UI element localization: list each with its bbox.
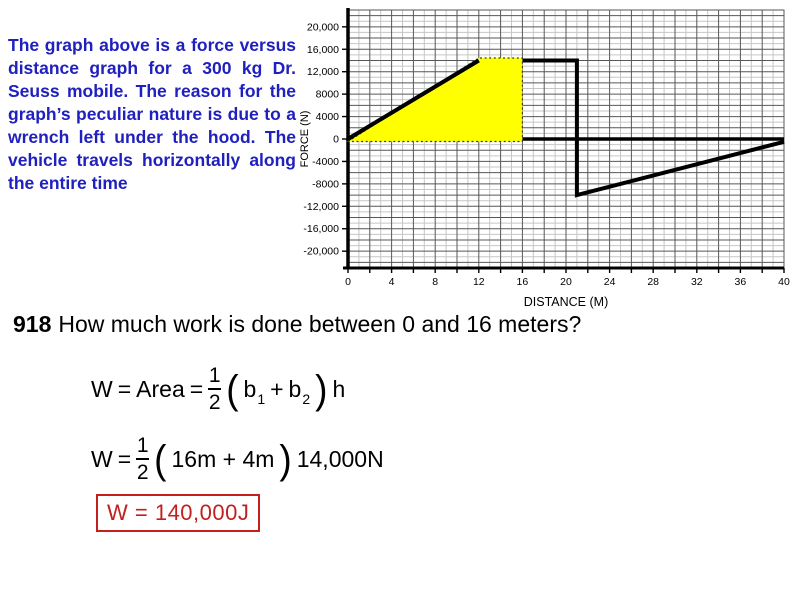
y-tick-label: 20,000 xyxy=(306,21,339,34)
y-tick-label: 4000 xyxy=(315,111,339,124)
eq2-numerator: 1 xyxy=(136,434,149,457)
x-tick-label: 36 xyxy=(734,276,747,288)
problem-description: The graph above is a force versus distance graph for a 300 kg Dr. Seuss mobile. The reason for the graph’s peculiar nature is due to a wrench left under the hood. The vehicle travels horizontally along the entire time xyxy=(8,34,296,193)
eq2-fraction-one-half xyxy=(136,435,149,483)
force-distance-chart-svg xyxy=(296,0,800,312)
eq1-close-paren: ) xyxy=(315,366,328,412)
x-tick-label: 40 xyxy=(778,276,790,288)
y-tick-label: -12,000 xyxy=(303,200,339,213)
y-tick-label: 0 xyxy=(333,133,339,146)
y-tick-label: -4000 xyxy=(312,155,339,168)
x-tick-label: 32 xyxy=(690,276,703,288)
y-tick-label: -20,000 xyxy=(303,245,339,258)
eq1-height-term: h xyxy=(332,375,346,402)
eq1-base1-subscript: 1 xyxy=(257,390,266,407)
x-tick-label: 16 xyxy=(516,276,529,288)
y-tick-label: -8000 xyxy=(312,178,339,191)
equation-work-area-formula xyxy=(91,360,345,418)
y-tick-label: -16,000 xyxy=(303,223,339,236)
x-tick-label: 20 xyxy=(560,276,572,288)
eq1-numerator: 1 xyxy=(208,364,221,387)
x-tick-label: 28 xyxy=(647,276,660,288)
eq1-area: Area xyxy=(136,375,185,402)
x-tick-label: 8 xyxy=(432,276,439,288)
x-tick-label: 4 xyxy=(388,276,395,288)
question-number: 918 xyxy=(13,311,52,337)
eq2-bases-sum: 16m + 4m xyxy=(171,445,275,472)
x-tick-label: 0 xyxy=(345,276,351,288)
eq1-base1: $b_1$ xyxy=(243,375,266,407)
eq1-base2: $b_2$ xyxy=(288,375,311,407)
x-tick-label: 12 xyxy=(472,276,485,288)
eq2-force-term: 14,000N xyxy=(296,445,384,472)
eq1-open-paren: ( xyxy=(226,366,239,412)
eq1-equals-2: = xyxy=(189,375,204,402)
equation-work-substituted xyxy=(91,428,384,490)
eq1-plus: + xyxy=(270,375,284,402)
eq2-close-paren: ) xyxy=(279,436,292,482)
force-distance-graph xyxy=(296,0,800,312)
eq1-fraction-one-half xyxy=(208,365,221,413)
x-axis-title: DISTANCE (M) xyxy=(523,295,609,309)
y-tick-label: 12,000 xyxy=(306,66,339,79)
eq2-open-paren: ( xyxy=(154,436,167,482)
fraction-bar xyxy=(208,388,221,390)
eq2-denominator: 2 xyxy=(136,461,149,484)
eq2-equals: = xyxy=(117,445,132,472)
eq1-lhs: W xyxy=(91,375,113,402)
x-tick-label: 24 xyxy=(603,276,616,288)
eq1-denominator: 2 xyxy=(208,391,221,414)
question-text: How much work is done between 0 and 16 meters? xyxy=(58,311,582,337)
y-axis-title: FORCE (N) xyxy=(299,110,311,168)
y-tick-label: 16,000 xyxy=(306,43,339,56)
eq1-equals-1: = xyxy=(117,375,132,402)
fraction-bar xyxy=(136,458,149,460)
answer-box: W = 140,000J xyxy=(96,494,260,532)
question-line xyxy=(13,311,581,338)
eq1-base2-subscript: 2 xyxy=(302,390,311,407)
eq2-lhs: W xyxy=(91,445,113,472)
y-tick-label: 8000 xyxy=(315,88,339,101)
